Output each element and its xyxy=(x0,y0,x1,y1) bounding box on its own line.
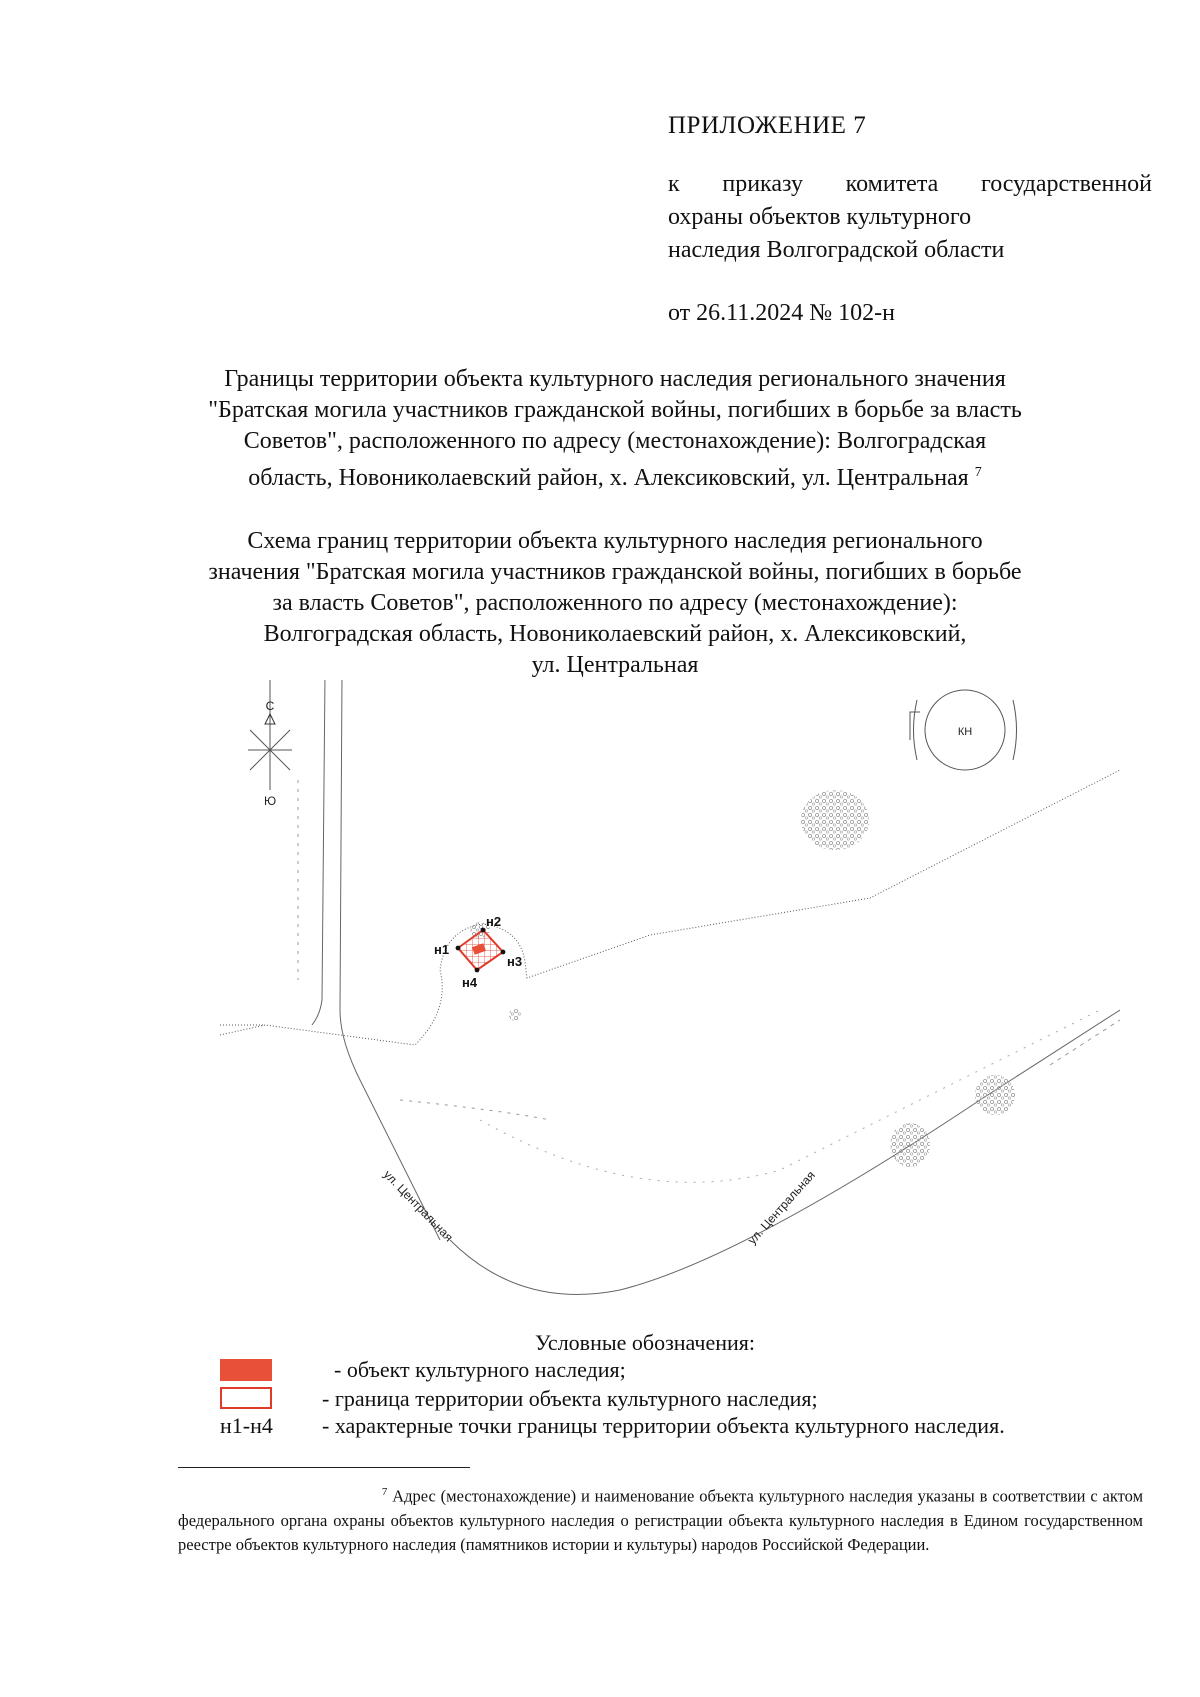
footnote-divider xyxy=(178,1467,470,1468)
legend-title: Условные обозначения: xyxy=(535,1330,756,1355)
compass-north-label: С xyxy=(265,699,275,713)
point-n1 xyxy=(456,946,461,951)
title-footnote-mark: 7 xyxy=(974,465,982,480)
boundary-swatch-icon xyxy=(220,1387,272,1409)
footnote-text: Адрес (местонахождение) и наименование объекта культурного наследия указаны в соответствии с актом федерального органа охраны объектов культурного наследия о регистрации объекта культурного наследия в Едином государственном реестре объектов культурного наследия (памятников истории и культуры) народов Российской Федерации. xyxy=(178,1486,1144,1554)
appendix-title: ПРИЛОЖЕНИЕ 7 xyxy=(668,112,867,139)
scheme-line-4: Волгоградская область, Новониколаевский район, х. Алексиковский, xyxy=(263,621,967,647)
footnote-mark: 7 xyxy=(381,1486,388,1498)
points-symbol: н1-н4 xyxy=(220,1413,273,1438)
bush-icon xyxy=(801,790,869,850)
street-label-right: ул. Центральная xyxy=(744,1168,818,1248)
compass-rose xyxy=(248,680,292,808)
footnote xyxy=(178,1480,1143,1557)
title-line-1: Границы территории объекта культурного наследия регионального значения xyxy=(224,366,1006,392)
title-line-3: Советов", расположенного по адресу (местонахождение): Волгоградская xyxy=(243,428,987,454)
scheme-line-3: за власть Советов", расположенного по адресу (местонахождение): xyxy=(272,590,958,616)
parcel-boundary-line xyxy=(220,770,1120,1045)
point-n3 xyxy=(501,950,506,955)
appendix-order-reference xyxy=(668,168,1152,267)
point-n1-label: н1 xyxy=(434,942,450,957)
point-n2 xyxy=(481,928,486,933)
scheme-line-1: Схема границ территории объекта культурного наследия регионального xyxy=(247,528,983,554)
scheme-line-2: значения "Братская могила участников гражданской войны, погибших в борьбе xyxy=(208,559,1022,585)
object-swatch-icon xyxy=(220,1359,272,1381)
document-title xyxy=(150,364,1080,494)
boundary-scheme-map xyxy=(220,680,1120,1330)
bush-icon xyxy=(975,1075,1015,1115)
scheme-line-5: ул. Центральная xyxy=(531,652,699,678)
order-line-1: к приказу комитета государственной xyxy=(668,171,1152,197)
compass-south-label: Ю xyxy=(263,794,277,808)
order-line-3: наследия Волгоградской области xyxy=(668,237,1005,263)
vertical-road xyxy=(298,680,440,1240)
title-line-2: "Братская могила участников гражданской войны, погибших в борьбе за власть xyxy=(208,397,1022,423)
point-n4-label: н4 xyxy=(462,975,478,990)
vegetation xyxy=(470,790,1015,1167)
kn-label: КН xyxy=(957,726,973,738)
order-date: от 26.11.2024 № 102-н xyxy=(668,300,896,326)
order-line-2: охраны объектов культурного xyxy=(668,204,972,230)
bush-icon xyxy=(509,1009,521,1021)
point-n2-label: н2 xyxy=(486,914,502,929)
point-n4 xyxy=(475,968,480,973)
title-line-4: область, Новониколаевский район, х. Алексиковский, ул. Центральная $^7$ xyxy=(248,465,982,491)
bush-icon xyxy=(890,1123,930,1167)
document-page: ПРИЛОЖЕНИЕ 7 к приказу комитета государственной охраны объектов культурного наследия Волгоградской области от 26.11.2024 № 102-н Границы территории объекта культурного наследия регионального значения "Братская могила участников гражданской войны, погибших в борьбе за власть Советов", расположенного по адресу (местонахождение): Волгоградская область, Новониколаевский район, х. Алексиковский, ул. Центральная $^7$ Схема границ территории объекта культурного наследия регионального значения "Братская могила участников гражданской войны, погибших в борьбе за власть Советов", расположенного по адресу (местонахождение): Волгоградская область, Новониколаевский район, х. Алексиковский, ул. Центральная С Ю КН н1 н2 н3 н4 ул. Центральная ул. Центральная Условные обозначения: - объект культурного наследия; - граница территории объекта культурного наследия; н1-н4 - характерные точки границы территории объекта культурного наследия. $^7$ Адрес (местонахождение) и наименование объекта культурного наследия указаны в соответствии с актом федерального органа охраны объектов культурного наследия о регистрации объекта культурного наследия в Едином государственном реестре объектов культурного наследия (памятников истории и культуры) народов Российской Федерации. xyxy=(0,0,1200,1697)
scheme-title xyxy=(150,526,1080,681)
kn-structure xyxy=(910,690,1017,770)
street-label-left: ул. Центральная xyxy=(380,1167,456,1245)
point-n3-label: н3 xyxy=(507,954,523,969)
street-central xyxy=(400,1010,1120,1294)
